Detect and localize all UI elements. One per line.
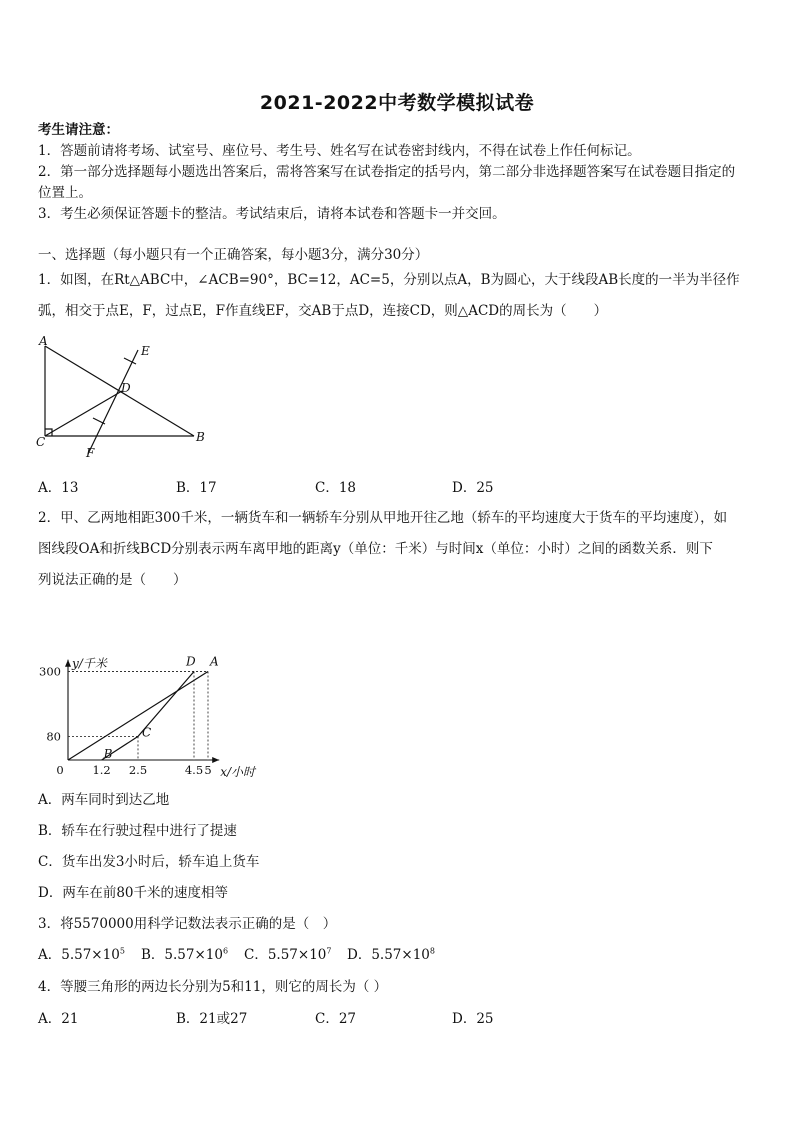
- q2-line-3: 列说法正确的是（ ）: [38, 572, 187, 588]
- q4-line: 4．等腰三角形的两边长分别为5和11，则它的周长为（ ）: [38, 979, 388, 995]
- x-tick-label-1: 1.2: [92, 763, 111, 777]
- point-label-c: C: [142, 725, 152, 740]
- x-tick-label-0: 0: [56, 763, 64, 777]
- q4-option-d[interactable]: D．25: [452, 1011, 494, 1027]
- segment-cd: [45, 391, 122, 436]
- q2-line-1: 2．甲、乙两地相距300千米，一辆货车和一辆轿车分别从甲地开往乙地（轿车的平均速度大于货车的平均速度），如: [38, 510, 728, 526]
- y-axis-label: y/千米: [72, 656, 107, 671]
- q3-option-b[interactable]: B．$5.57\times 10^6$: [141, 946, 229, 963]
- line-ef: [88, 350, 138, 454]
- q2-option-a[interactable]: A．两车同时到达乙地: [38, 792, 170, 808]
- q2-line-2: 图线段OA和折线BCD分别表示两车离甲地的距离y（单位：千米）与时间x（单位：小时）之间的函数关系．则下: [38, 541, 713, 557]
- point-label-b: B: [103, 747, 113, 761]
- series-line-0: [68, 672, 208, 761]
- q2-option-d[interactable]: D．两车在前80千米的速度相等: [38, 885, 229, 901]
- q2-distance-time-chart: [30, 598, 270, 783]
- q1-line-2: 弧，相交于点E，F，过点E，F作直线EF，交AB于点D，连接CD，则△ACD的周长为（ ）: [38, 303, 608, 319]
- label-a: A: [39, 334, 48, 348]
- q2-option-b[interactable]: B．轿车在行驶过程中进行了提速: [38, 823, 237, 839]
- notice-item-3: 3．考生必须保证答题卡的整洁。考试结束后，请将本试卷和答题卡一并交回。: [38, 206, 506, 222]
- q4-option-c[interactable]: C．27: [315, 1011, 357, 1027]
- q3-option-d[interactable]: D．$5.57\times 10^8$: [347, 946, 435, 963]
- q4-option-b[interactable]: B．21或27: [176, 1011, 248, 1027]
- q1-option-b[interactable]: B．17: [176, 480, 217, 496]
- notice-item-2-cont: 位置上。: [38, 185, 92, 201]
- q1-triangle-figure: [30, 332, 215, 464]
- section-heading: 一、选择题（每小题只有一个正确答案，每小题3分，满分30分）: [38, 247, 429, 263]
- q2-option-c[interactable]: C．货车出发3小时后，轿车追上货车: [38, 854, 260, 870]
- y-tick-label-0: 80: [46, 729, 61, 744]
- x-axis-arrow: [212, 757, 219, 763]
- q1-option-c[interactable]: C．18: [315, 480, 357, 496]
- label-c: C: [36, 435, 46, 449]
- label-e: E: [141, 344, 150, 358]
- y-axis-arrow: [65, 660, 71, 667]
- label-b: B: [196, 430, 205, 444]
- x-tick-label-2: 2.5: [128, 763, 148, 777]
- point-label-a: A: [210, 654, 219, 669]
- y-tick-label-1: 300: [39, 664, 61, 679]
- notice-heading: 考生请注意：: [38, 122, 119, 138]
- x-axis-label: x/小时: [220, 765, 256, 779]
- q1-option-a[interactable]: A．13: [38, 480, 79, 496]
- notice-item-1: 1．答题前请将考场、试室号、座位号、考生号、姓名写在试卷密封线内，不得在试卷上作任何标记。: [38, 143, 641, 159]
- q3-option-c[interactable]: C．$5.57\times 10^7$: [244, 946, 332, 963]
- x-tick-label-4: 5: [204, 763, 212, 777]
- x-tick-label-3: 4.5: [184, 763, 204, 777]
- q1-option-d[interactable]: D．25: [452, 480, 494, 496]
- q1-line-1: 1．如图，在Rt△ABC中，∠ACB=90°，BC=12，AC=5，分别以点A，B为圆心，大于线段AB长度的一半为半径作: [38, 272, 740, 288]
- page-title: 2021-2022中考数学模拟试卷: [259, 92, 535, 114]
- label-f: F: [86, 446, 95, 460]
- q4-option-a[interactable]: A．21: [38, 1011, 79, 1027]
- label-d: D: [121, 381, 131, 395]
- series-line-1: [102, 672, 194, 761]
- notice-item-2: 2．第一部分选择题每小题选出答案后，需将答案写在试卷指定的括号内，第二部分非选择题答案写在试卷题目指定的: [38, 164, 736, 180]
- q3-line: 3．将5570000用科学记数法表示正确的是（ ）: [38, 916, 337, 932]
- point-label-d: D: [186, 654, 196, 669]
- q3-option-a[interactable]: A．$5.57\times 10^5$: [38, 946, 125, 963]
